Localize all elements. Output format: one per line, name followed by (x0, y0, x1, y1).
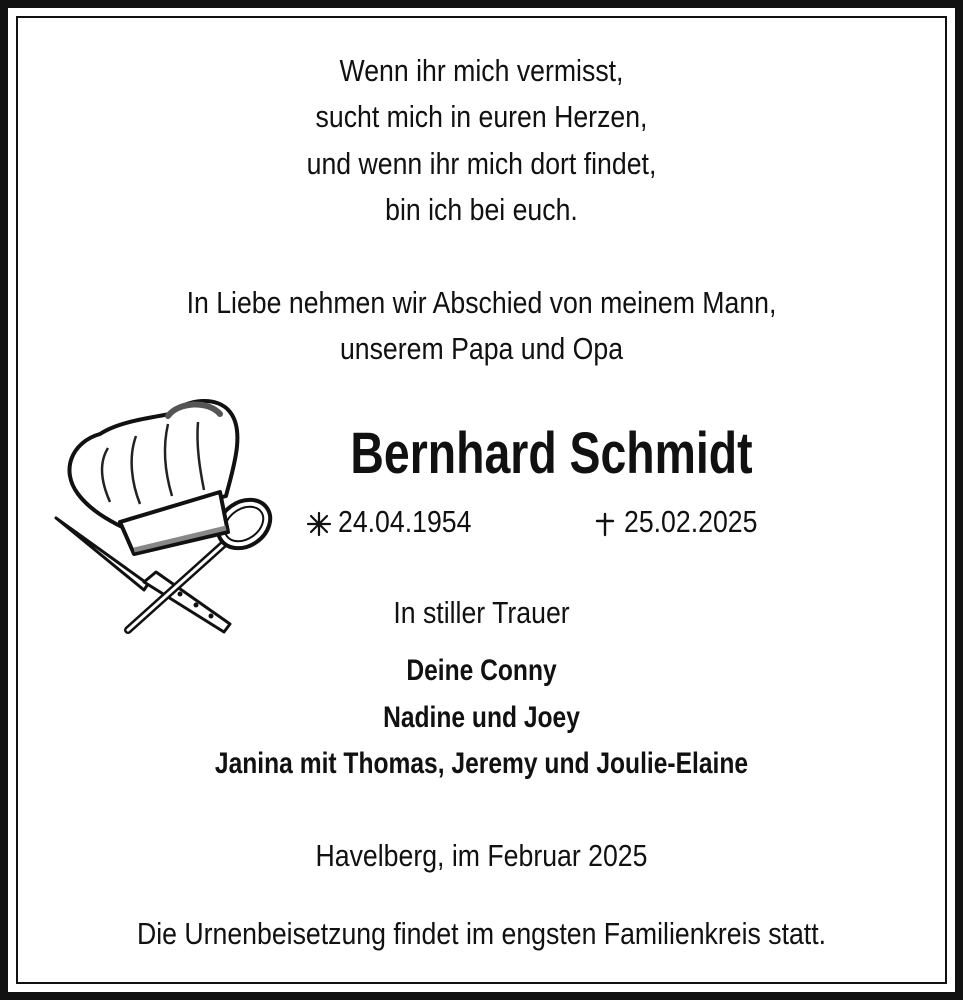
place-date: Havelberg, im Februar 2025 (315, 838, 648, 873)
poem-line-2: sucht mich in euren Herzen, (315, 99, 648, 134)
mourning-heading: In stiller Trauer (393, 595, 570, 630)
mourner-line-2: Nadine und Joey (383, 701, 580, 734)
birth-date-group (306, 504, 493, 540)
mourner-line-3: Janina mit Thomas, Jeremy und Joulie-Elaine (214, 747, 749, 780)
mourner-line-1: Deine Conny (406, 654, 557, 687)
death-date: 25.02.2025 (624, 504, 758, 539)
poem-line-4: bin ich bei euch. (385, 192, 578, 227)
star-icon (306, 509, 332, 535)
birth-date: 24.04.1954 (338, 504, 472, 539)
burial-note: Die Urnenbeisetzung findet im engsten Familienkreis statt. (136, 916, 827, 951)
death-date-group (592, 504, 779, 540)
chef-hat-icon (69, 401, 237, 554)
poem-line-1: Wenn ihr mich vermisst, (339, 53, 624, 88)
deceased-name: Bernhard Schmidt (350, 421, 753, 486)
intro-line-1: In Liebe nehmen wir Abschied von meinem Mann, (186, 285, 777, 320)
poem-line-3: und wenn ihr mich dort findet, (306, 146, 657, 181)
cross-icon (592, 509, 618, 535)
intro-line-2: unserem Papa und Opa (339, 331, 624, 366)
